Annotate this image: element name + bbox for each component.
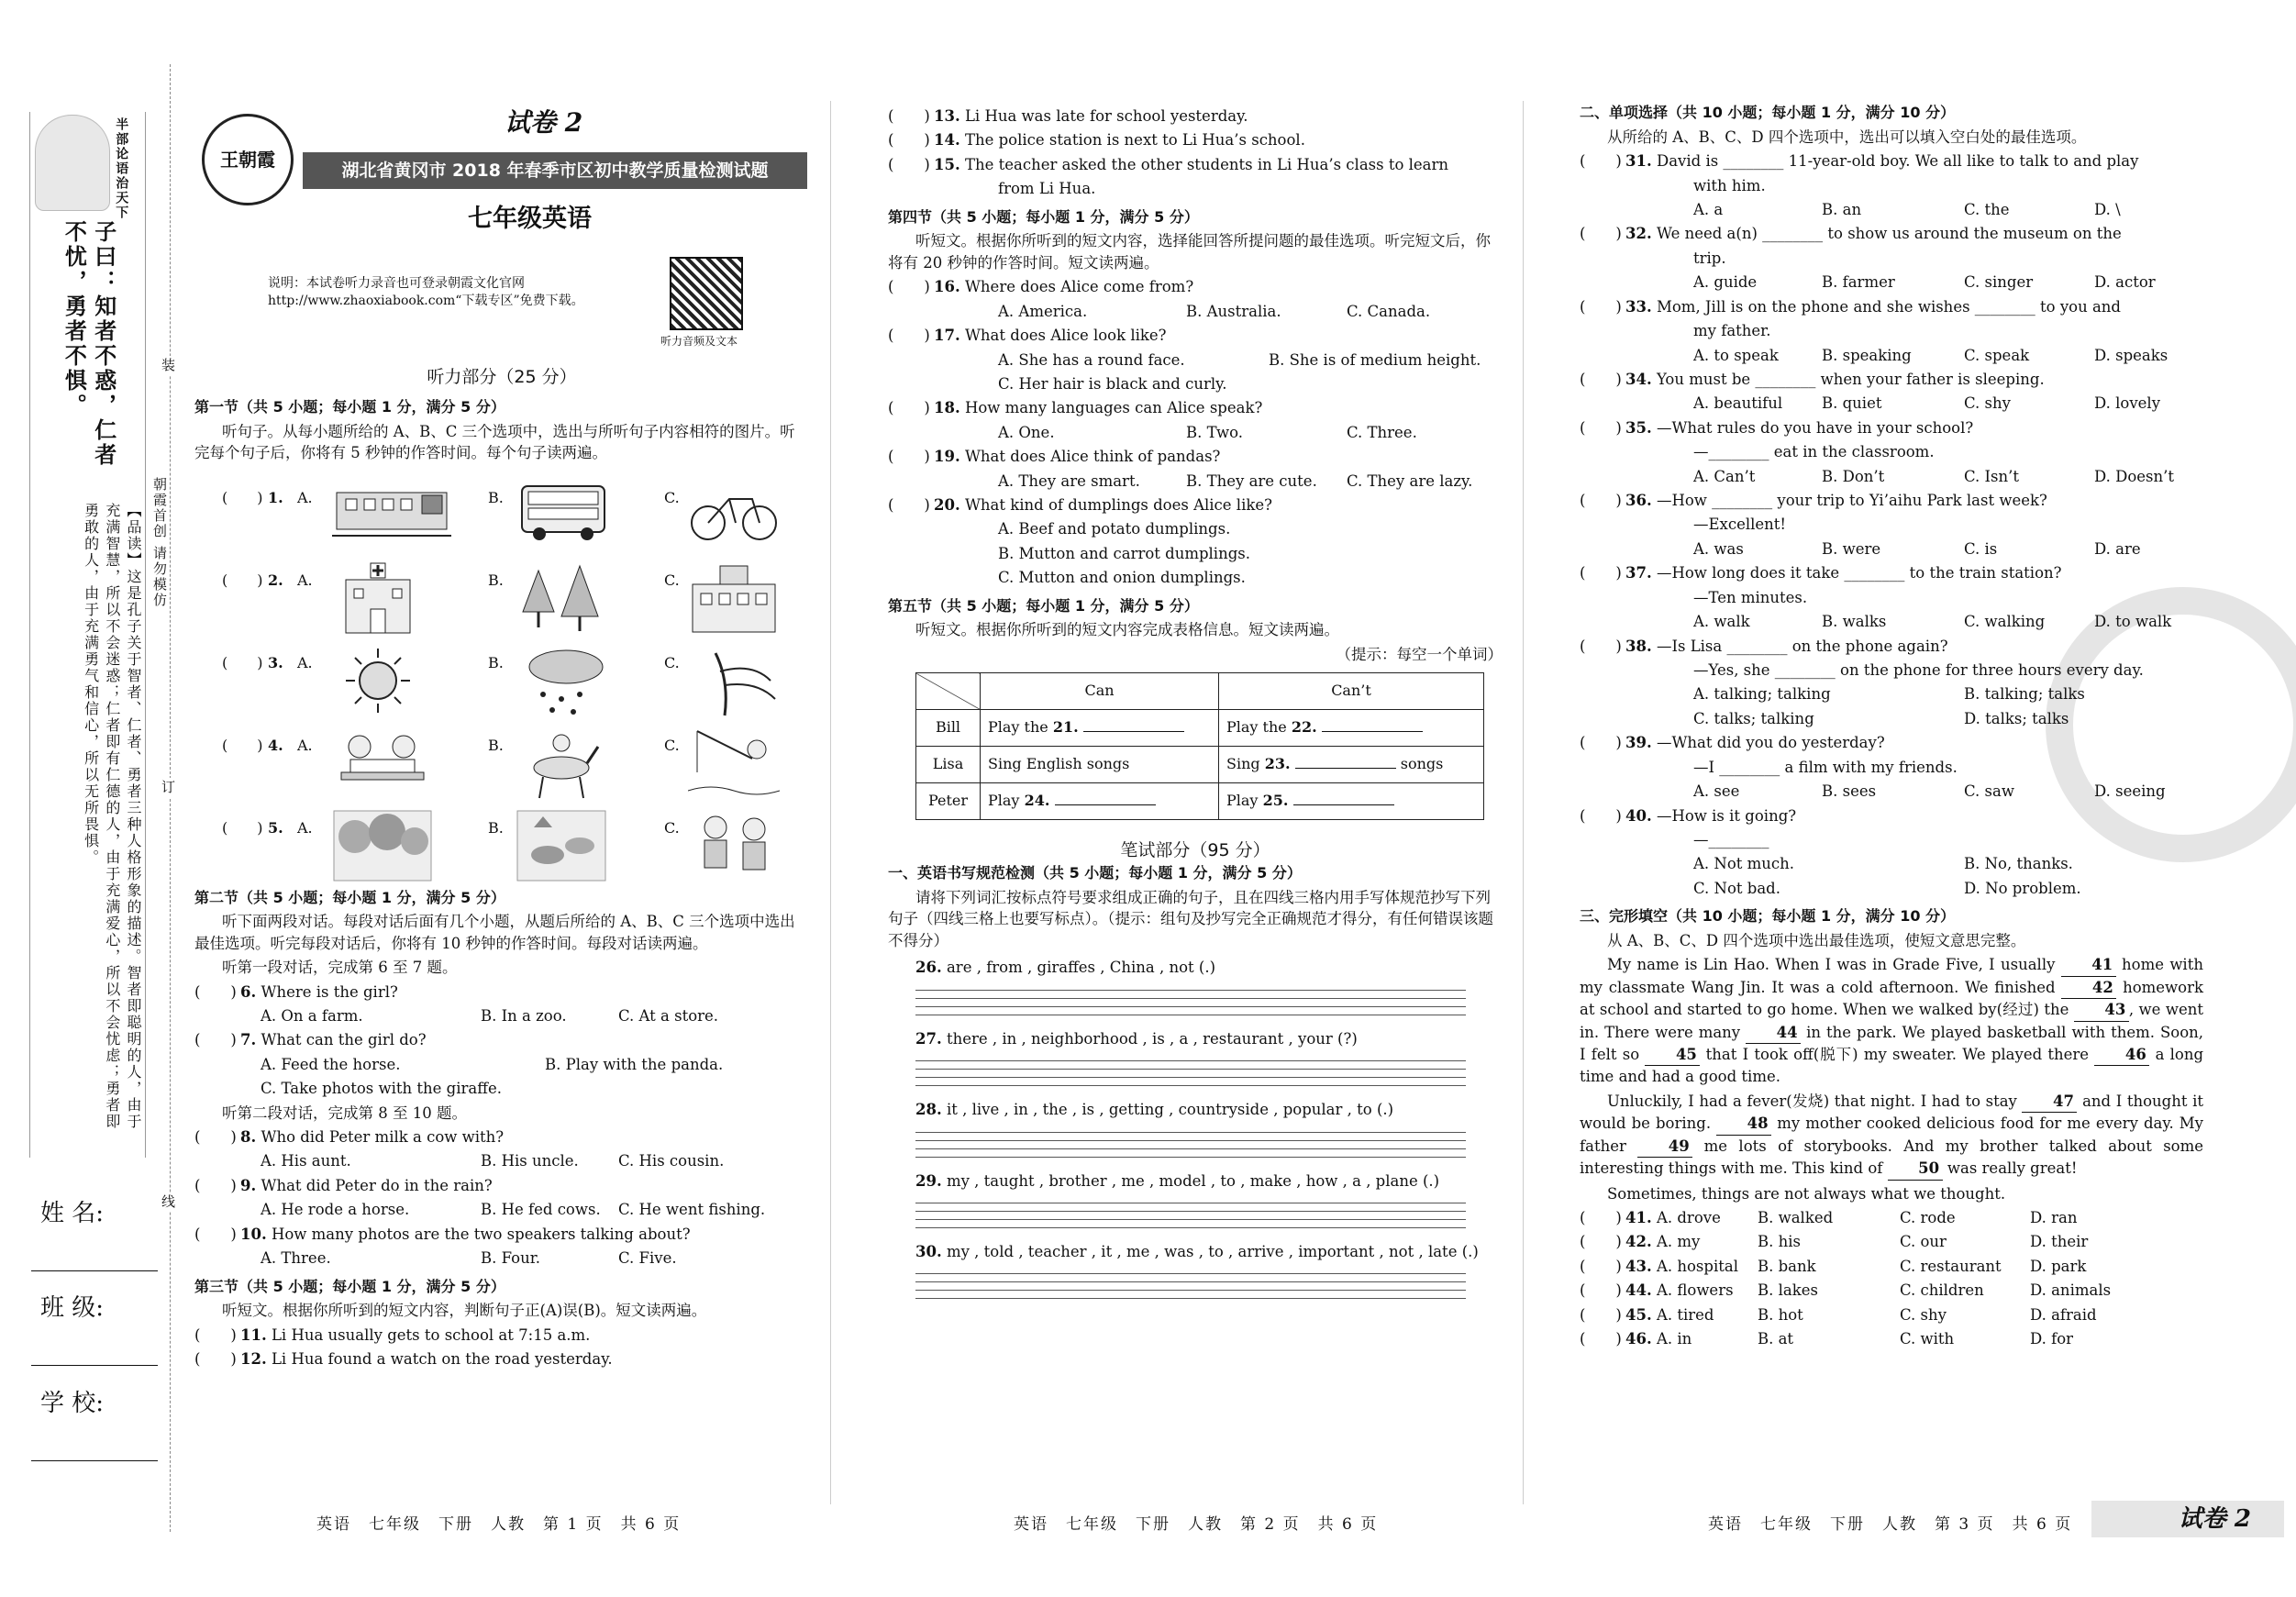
options-10: A. Three. B. Four. C. Five. <box>261 1249 677 1268</box>
opt-c-label: C. <box>664 818 680 837</box>
bus-image[interactable] <box>517 479 609 543</box>
cloze-options-42: ( ) 42. A. my B. his C. our D. their <box>1580 1231 2203 1252</box>
question-40: ( ) 40. —How is it going? <box>1580 805 2203 826</box>
writing-part-intro: 请将下列词汇按标点符号要求组成正确的句子，且在四线三格内用手写体规范抄写下列句子（四线三格上也要写标点）。（提示：组句及抄写完全正确规范才得分，有任何错误该题不得分） <box>888 888 1493 949</box>
name-label: 姓 名: <box>40 1200 105 1227</box>
q31-cont: with him. <box>1693 176 1766 194</box>
table-row: Bill Play the 21. Play the 22. <box>916 710 1484 747</box>
section-5-title: 第五节（共 5 小题；每小题 1 分，满分 5 分） <box>888 596 1199 615</box>
q5-paren[interactable]: ( ) <box>222 818 263 837</box>
options-31: A. a B. an C. the D. \ <box>1693 200 2121 218</box>
cloze-intro: 从 A、B、C、D 四个选项中选出最佳选项，使短文意思完整。 <box>1607 931 2026 949</box>
qr-caption: 听力音频及文本 <box>660 335 738 348</box>
question-8: ( ) 8. Who did Peter milk a cow with? <box>194 1126 809 1148</box>
column-3 <box>1580 103 2203 1350</box>
logo <box>202 114 294 205</box>
options-32: A. guide B. farmer C. singer D. actor <box>1693 273 2156 292</box>
answer-slot[interactable]: ( ) <box>1580 418 1622 437</box>
section-5-hint: （提示：每空一个单词） <box>1336 645 1503 663</box>
sidebar <box>0 0 174 1597</box>
question-12: ( ) 12. Li Hua found a watch on the road yesterday. <box>194 1348 809 1370</box>
cut-mark-1: 装 <box>161 356 175 375</box>
answer-slot[interactable]: ( ) <box>888 107 930 125</box>
table-row: Lisa Sing English songs Sing 23. songs <box>916 747 1484 783</box>
q2-paren[interactable]: ( ) <box>222 571 263 589</box>
answer-slot[interactable]: ( ) <box>1580 1281 1622 1300</box>
question-20: ( ) 20. What kind of dumplings does Alice like? <box>888 494 1503 516</box>
blank-23[interactable] <box>1295 768 1396 769</box>
options-7c: C. Take photos with the giraffe. <box>261 1080 502 1098</box>
cloze-options-44: ( ) 44. A. flowers B. lakes C. children D. animals <box>1580 1280 2203 1301</box>
options-34: A. beautiful B. quiet C. shy D. lovely <box>1693 394 2161 413</box>
answer-slot[interactable]: ( ) <box>194 1031 237 1049</box>
name-field[interactable] <box>31 1270 158 1271</box>
answer-slot[interactable]: ( ) <box>1580 734 1622 752</box>
section-4-intro: 听短文。根据你所听到的短文内容，选择能回答所提问题的最佳选项。听完短文后，你将有 20 秒钟的作答时间。短文读两遍。 <box>888 232 1491 272</box>
question-13: ( ) 13. Li Hua was late for school yesterday. <box>888 105 1503 127</box>
question-18: ( ) 18. How many languages can Alice speak? <box>888 397 1503 418</box>
answer-slot[interactable]: ( ) <box>1580 1209 1622 1226</box>
school-field[interactable] <box>31 1460 158 1461</box>
q39-cont: —I ________ a film with my friends. <box>1693 758 1958 776</box>
writing-item: 28. it , live , in , the , is , getting , countryside , popular , to (.) <box>888 1099 1503 1157</box>
options-36: A. was B. were C. is D. are <box>1693 539 2141 558</box>
question-37: ( ) 37. —How long does it take ________ to the train station? <box>1580 562 2203 583</box>
opt-b-label: B. <box>488 488 504 506</box>
writing-item: 29. my , taught , brother , me , model , to , make , how , a , plane (.) <box>888 1170 1503 1228</box>
options-38cd: C. talks; talking D. talks; talks <box>1693 709 2069 727</box>
blank-25[interactable] <box>1293 804 1394 805</box>
section-2-intro: 听下面两段对话。每段对话后面有几个小题，从题后所给的 A、B、C 三个选项中选出最佳选项。听完每段对话后，你将有 10 秒钟的作答时间。每段对话读两遍。 <box>194 913 795 952</box>
answer-slot[interactable]: ( ) <box>1580 806 1622 825</box>
logo-text: 王朝霞 <box>220 148 275 171</box>
writing-item: 30. my , told , teacher , it , me , was , to , arrive , important , not , late (.) <box>888 1241 1503 1299</box>
opt-c-label: C. <box>664 571 680 589</box>
answer-slot[interactable]: ( ) <box>194 1325 237 1344</box>
answer-slot[interactable]: ( ) <box>888 278 930 296</box>
footer-tag: 试卷 2 <box>2178 1504 2251 1533</box>
options-17: A. She has a round face. B. She is of medium height. <box>998 350 1481 369</box>
opt-c-label: C. <box>664 488 680 506</box>
answer-slot[interactable]: ( ) <box>1580 225 1622 243</box>
options-20c: C. Mutton and onion dumplings. <box>998 569 1246 587</box>
dialogue-1-note: 听第一段对话，完成第 6 至 7 题。 <box>222 959 458 977</box>
opt-b-label: B. <box>488 818 504 837</box>
table-row: Peter Play 24. Play 25. <box>916 783 1484 820</box>
q33-cont: my father. <box>1693 322 1771 340</box>
slogan: 半部论语治天下 <box>114 117 129 220</box>
answer-slot[interactable]: ( ) <box>888 496 930 515</box>
question-14: ( ) 14. The police station is next to Li Hua’s school. <box>888 129 1503 150</box>
answer-slot[interactable]: ( ) <box>1580 370 1622 388</box>
options-35: A. Can’t B. Don’t C. Isn’t D. Doesn’t <box>1693 467 2175 485</box>
cut-mark-3: 线 <box>161 1192 175 1212</box>
opt-c-label: C. <box>664 736 680 754</box>
sunny-image[interactable] <box>332 644 424 717</box>
writing-item: 26. are , from , giraffes , China , not (.) <box>888 957 1503 1015</box>
page-divider-2 <box>1523 101 1524 1504</box>
school-label: 学 校: <box>40 1390 105 1417</box>
class-field[interactable] <box>31 1365 158 1366</box>
cut-mark-2: 订 <box>161 778 175 797</box>
section-3-title: 第三节（共 5 小题；每小题 1 分，满分 5 分） <box>194 1277 505 1295</box>
opt-a-label: A. <box>297 818 313 837</box>
cloze-passage: My name is Lin Hao. When I was in Grade Five, I usually 41 home with my classmate Wang Jin. It was a cold afternoon. We finished 42 homework at school and started to go home. When we walked by(经过) the 43 , we went in. There were many 44 in the park. We played basketball with them. Soon, I felt so 45 that I took off(脱下) my sweater. We played there 46 a long time and had a good time. Unluckily, I had a fever(发烧) that night. I had to stay 47 and I thought it would be boring. 48 my mother cooked delicious food for me every day. My father 49 me lots of storybooks. And my brother talked about some interesting things with me. This kind of 50 was really great! Sometimes, things are not always what we thought. <box>1580 956 2204 1203</box>
choice-intro: 从所给的 A、B、C、D 四个选项中，选出可以填入空白处的最佳选项。 <box>1607 128 2087 146</box>
answer-slot[interactable]: ( ) <box>1580 1305 1622 1324</box>
answer-slot[interactable]: ( ) <box>888 327 930 345</box>
section-4-title: 第四节（共 5 小题；每小题 1 分，满分 5 分） <box>888 207 1199 226</box>
question-15: ( ) 15. The teacher asked the other students in Li Hua’s class to learn <box>888 154 1503 175</box>
dialogue-2-note: 听第二段对话，完成第 8 至 10 题。 <box>222 1103 467 1122</box>
q32-cont: trip. <box>1693 249 1726 267</box>
question-11: ( ) 11. Li Hua usually gets to school at 7:15 a.m. <box>194 1325 809 1346</box>
question-10: ( ) 10. How many photos are the two speakers talking about? <box>194 1224 809 1245</box>
handwriting-lines[interactable] <box>915 982 1466 1015</box>
footer-page-2: 英语 七年级 下册 人教 第 2 页 共 6 页 <box>1014 1515 1379 1534</box>
options-9: A. He rode a horse. B. He fed cows. C. He went fishing. <box>261 1201 766 1219</box>
options-20b: B. Mutton and carrot dumplings. <box>998 544 1250 562</box>
answer-slot[interactable]: ( ) <box>1580 637 1622 655</box>
answer-slot[interactable]: ( ) <box>194 982 237 1001</box>
opt-a-label: A. <box>297 571 313 589</box>
cloze-options-46: ( ) 46. A. in B. at C. with D. for <box>1580 1328 2203 1349</box>
class-label: 班 级: <box>40 1294 105 1322</box>
question-9: ( ) 9. What did Peter do in the rain? <box>194 1175 809 1196</box>
riding-image[interactable] <box>516 726 607 800</box>
blank-24[interactable] <box>1055 804 1156 805</box>
handwriting-lines[interactable] <box>915 1125 1466 1158</box>
options-8: A. His aunt. B. His uncle. C. His cousin. <box>261 1152 725 1170</box>
section-2-title: 第二节（共 5 小题；每小题 1 分，满分 5 分） <box>194 888 505 906</box>
col-cant: Can’t <box>1219 673 1484 710</box>
qr-code[interactable] <box>670 257 743 330</box>
listening-heading: 听力部分（25 分） <box>427 367 577 387</box>
opt-c-label: C. <box>664 653 680 671</box>
fishing-image[interactable] <box>688 726 780 800</box>
col-can: Can <box>981 673 1219 710</box>
train-image[interactable] <box>332 479 451 543</box>
sidebar-border-left <box>29 112 30 1158</box>
question-36: ( ) 36. —How ________ your trip to Yi’aihu Park last week? <box>1580 490 2203 511</box>
opt-a-label: A. <box>297 488 313 506</box>
section-5-intro: 听短文。根据你所听到的短文内容完成表格信息。短文读两遍。 <box>915 621 1339 639</box>
answer-slot[interactable]: ( ) <box>1580 492 1622 510</box>
motto: 子曰：知者不惑，仁者不忧，勇者不惧。 <box>61 220 117 468</box>
question-7: ( ) 7. What can the girl do? <box>194 1029 809 1050</box>
question-32: ( ) 32. We need a(n) ________ to show us around the museum on the <box>1580 223 2203 244</box>
opt-a-label: A. <box>297 736 313 754</box>
q3-num: 3. <box>268 653 283 671</box>
sidebar-border-right <box>145 112 146 1158</box>
handwriting-lines[interactable] <box>915 1266 1466 1299</box>
exam-title: 湖北省黄冈市 2018 年春季市区初中教学质量检测试题 <box>341 160 769 181</box>
section-3-intro: 听短文。根据你所听到的短文内容，判断句子正(A)误(B)。短文读两遍。 <box>222 1302 707 1320</box>
corner-cell <box>916 673 981 710</box>
cloze-options-41: ( ) 41. A. drove B. walked C. rode D. ran <box>1580 1207 2203 1228</box>
options-38ab: A. talking; talking B. talking; talks <box>1693 685 2085 704</box>
paper-number: 试卷 2 <box>505 107 583 138</box>
answer-slot[interactable]: ( ) <box>888 448 930 466</box>
question-34: ( ) 34. You must be ________ when your father is sleeping. <box>1580 369 2203 390</box>
answer-slot[interactable]: ( ) <box>194 1176 237 1194</box>
audio-note: 说明：本试卷听力录音也可登录朝霞文化官网 http://www.zhaoxiabook.com“下载专区”免费下载。 <box>268 276 584 308</box>
opt-a-label: A. <box>297 653 313 671</box>
answer-slot[interactable]: ( ) <box>1580 1330 1622 1348</box>
q37-cont: —Ten minutes. <box>1693 588 1808 606</box>
column-1 <box>194 365 809 1370</box>
handwriting-lines[interactable] <box>915 1053 1466 1086</box>
question-33: ( ) 33. Mom, Jill is on the phone and she wishes ________ to you and <box>1580 296 2203 317</box>
options-16: A. America. B. Australia. C. Canada. <box>998 302 1431 320</box>
handwriting-lines[interactable] <box>915 1195 1466 1228</box>
options-33: A. to speak B. speaking C. speak D. speaks <box>1693 346 2168 364</box>
writing-item: 27. there , in , neighborhood , is , a , restaurant , your (?) <box>888 1028 1503 1086</box>
cloze-options-43: ( ) 43. A. hospital B. bank C. restaurant D. park <box>1580 1256 2203 1277</box>
listening-table <box>915 672 1484 820</box>
options-40ab: A. Not much. B. No, thanks. <box>1693 855 2073 873</box>
answer-slot[interactable]: ( ) <box>888 155 930 173</box>
section-1-title: 第一节（共 5 小题；每小题 1 分，满分 5 分） <box>194 397 505 416</box>
options-20a: A. Beef and potato dumplings. <box>998 520 1231 538</box>
school-image[interactable] <box>688 561 780 635</box>
q35-cont: —________ eat in the classroom. <box>1693 443 1935 461</box>
animals-image[interactable] <box>516 809 607 882</box>
bike-image[interactable] <box>688 479 780 543</box>
windy-image[interactable] <box>688 644 780 717</box>
options-7: A. Feed the horse. B. Play with the panda. <box>261 1055 724 1073</box>
question-6: ( ) 6. Where is the girl? <box>194 981 809 1003</box>
question-31: ( ) 31. David is ________ 11-year-old boy. We all like to talk to and play <box>1580 150 2203 172</box>
q1-paren[interactable]: ( ) <box>222 488 263 506</box>
cloze-title: 三、完形填空（共 10 小题；每小题 1 分，满分 10 分） <box>1580 907 1956 926</box>
answer-slot[interactable]: ( ) <box>1580 152 1622 171</box>
opt-b-label: B. <box>488 653 504 671</box>
cut-line <box>170 64 171 1532</box>
page-divider-1 <box>830 101 831 1504</box>
choice-title: 二、单项选择（共 10 小题；每小题 1 分，满分 10 分） <box>1580 104 1956 121</box>
park-image[interactable] <box>516 561 607 635</box>
blank-21[interactable] <box>1083 731 1184 732</box>
q38-cont: —Yes, she ________ on the phone for three hours every day. <box>1693 661 2144 679</box>
cloze-options-45: ( ) 45. A. tired B. hot C. shy D. afraid <box>1580 1304 2203 1325</box>
sage-figure <box>35 115 110 211</box>
options-18: A. One. B. Two. C. Three. <box>998 423 1417 441</box>
table-header-row <box>916 673 1484 710</box>
trees-image[interactable] <box>332 809 433 882</box>
options-39: A. see B. sees C. saw D. seeing <box>1693 782 2166 801</box>
section-1-intro: 听句子。从每小题所给的 A、B、C 三个选项中，选出与所听句子内容相符的图片。听完每个句子后，你将有 5 秒钟的作答时间。每个句子读两遍。 <box>194 422 795 462</box>
question-35: ( ) 35. —What rules do you have in your school? <box>1580 417 2203 438</box>
answer-slot[interactable]: ( ) <box>1580 1257 1622 1275</box>
question-15-cont: from Li Hua. <box>998 180 1096 198</box>
answer-slot[interactable]: ( ) <box>194 1225 237 1243</box>
writing-heading: 笔试部分（95 分） <box>1120 840 1270 861</box>
answer-slot[interactable]: ( ) <box>888 399 930 417</box>
q2-num: 2. <box>268 571 283 589</box>
q1-num: 1. <box>268 488 283 506</box>
opt-b-label: B. <box>488 571 504 589</box>
options-19: A. They are smart. B. They are cute. C. They are lazy. <box>998 471 1473 490</box>
q40-cont: —________ <box>1693 830 1769 848</box>
question-17: ( ) 17. What does Alice look like? <box>888 325 1503 346</box>
hospital-image[interactable] <box>332 561 424 635</box>
options-6: A. On a farm. B. In a zoo. C. At a store. <box>261 1006 719 1025</box>
answer-slot[interactable]: ( ) <box>194 1128 237 1147</box>
q4-num: 4. <box>268 736 283 754</box>
answer-slot[interactable]: ( ) <box>1580 297 1622 316</box>
opt-b-label: B. <box>488 736 504 754</box>
q36-cont: —Excellent! <box>1693 516 1787 534</box>
question-16: ( ) 16. Where does Alice come from? <box>888 276 1503 297</box>
footer-page-3: 英语 七年级 下册 人教 第 3 页 共 6 页 <box>1708 1515 2073 1534</box>
writing-part-title: 一、英语书写规范检测（共 5 小题；每小题 1 分，满分 5 分） <box>888 864 1302 882</box>
q5-num: 5. <box>268 818 283 837</box>
copyright-note: 朝霞首创 请勿模仿 <box>151 477 168 608</box>
reading-note: 【品读】这是孔子关于智者、仁者、勇者三种人格形象的描述。智者即聪明的人，由于充满智慧，所以不会迷惑；仁者即有仁德的人，由于充满爱心，所以不会忧虑；勇者即勇敢的人，由于充满勇气和信心，所以无所畏惧。 <box>82 503 142 1130</box>
title-banner <box>303 152 807 189</box>
footer-page-1: 英语 七年级 下册 人教 第 1 页 共 6 页 <box>316 1515 682 1534</box>
options-37: A. walk B. walks C. walking D. to walk <box>1693 613 2172 631</box>
options-40cd: C. Not bad. D. No problem. <box>1693 879 2081 897</box>
column-2 <box>888 103 1503 1299</box>
question-19: ( ) 19. What does Alice think of pandas? <box>888 446 1503 467</box>
answer-slot[interactable]: ( ) <box>194 1350 237 1369</box>
answer-slot[interactable]: ( ) <box>1580 1233 1622 1251</box>
question-38: ( ) 38. —Is Lisa ________ on the phone again? <box>1580 636 2203 657</box>
reading-image[interactable] <box>332 726 433 800</box>
q4-paren[interactable]: ( ) <box>222 736 263 754</box>
picture-questions <box>194 470 809 881</box>
rainy-image[interactable] <box>520 644 612 717</box>
exam-subtitle: 七年级英语 <box>468 205 592 233</box>
children-image[interactable] <box>688 809 780 882</box>
blank-22[interactable] <box>1322 731 1423 732</box>
question-39: ( ) 39. —What did you do yesterday? <box>1580 732 2203 753</box>
footer-tag-box <box>2091 1501 2284 1537</box>
options-17c: C. Her hair is black and curly. <box>998 374 1227 393</box>
answer-slot[interactable]: ( ) <box>888 131 930 150</box>
header <box>193 101 816 348</box>
answer-slot[interactable]: ( ) <box>1580 564 1622 582</box>
q3-paren[interactable]: ( ) <box>222 653 263 671</box>
